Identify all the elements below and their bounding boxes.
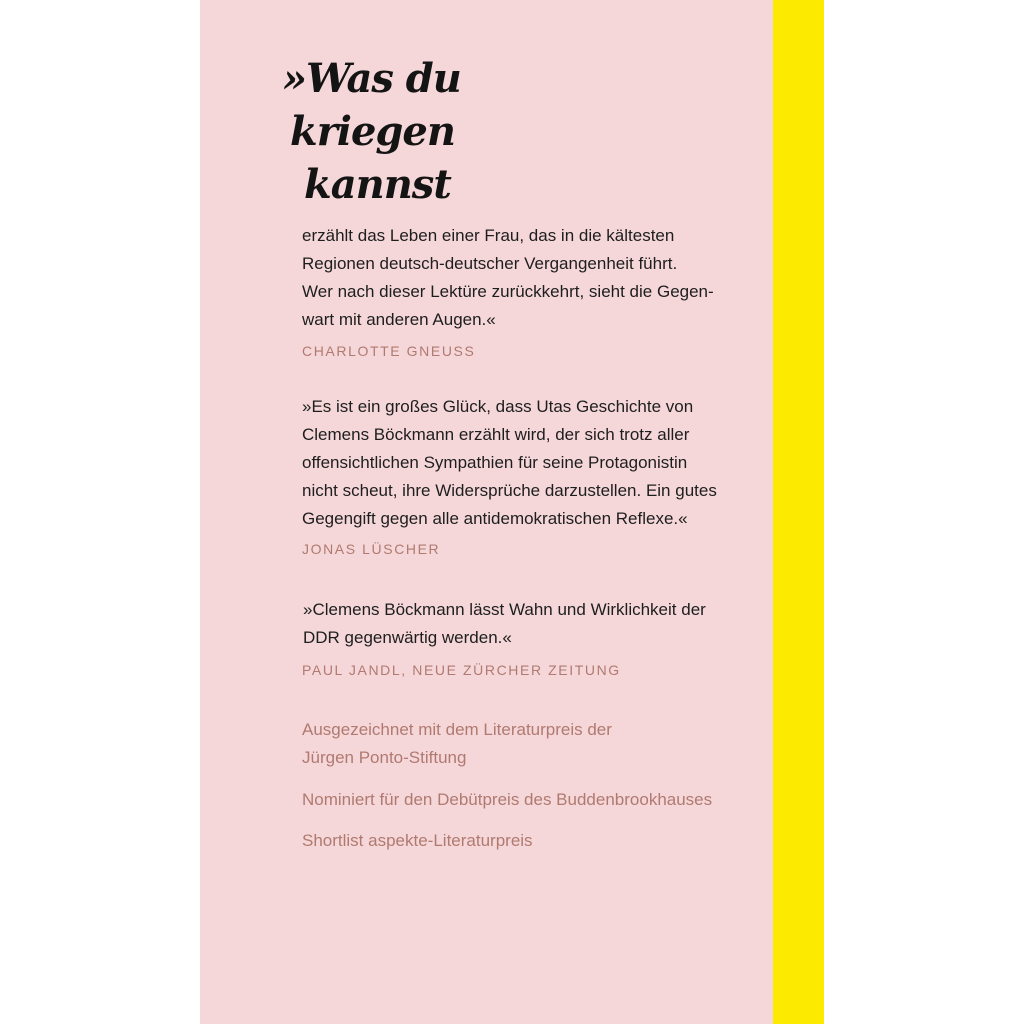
quote-1-author: CHARLOTTE GNEUSS xyxy=(302,343,476,359)
quote-line: Clemens Böckmann erzählt wird, der sich trotz aller xyxy=(302,425,690,444)
quote-line: wart mit anderen Augen.« xyxy=(302,310,496,329)
award-1 xyxy=(302,716,612,772)
quote-line: Wer nach dieser Lektüre zurückkehrt, sieht die Gegen- xyxy=(302,282,714,301)
award-line: Ausgezeichnet mit dem Literaturpreis der xyxy=(302,720,612,739)
quote-line: offensichtlichen Sympathien für seine Protagonistin xyxy=(302,453,688,472)
award-line: Shortlist aspekte-Literaturpreis xyxy=(302,831,533,850)
award-line: Nominiert für den Debütpreis des Buddenbrookhauses xyxy=(302,790,713,809)
quote-1-text xyxy=(302,222,752,334)
quote-2-text xyxy=(302,393,752,533)
award-2 xyxy=(302,786,712,814)
quote-line: »Es ist ein großes Glück, dass Utas Geschichte von xyxy=(302,397,694,416)
quote-3-text xyxy=(303,596,753,652)
quote-line: erzählt das Leben einer Frau, das in die kältesten xyxy=(302,226,675,245)
quote-line: nicht scheut, ihre Widersprüche darzustellen. Ein gutes xyxy=(302,481,717,500)
headline-line: »Was du xyxy=(282,55,461,102)
quote-line: Gegengift gegen alle antidemokratischen Reflexe.« xyxy=(302,509,688,528)
headline-line: kannst xyxy=(304,161,451,208)
quote-line: Regionen deutsch-deutscher Vergangenheit führt. xyxy=(302,254,678,273)
quote-3-author: PAUL JANDL, NEUE ZÜRCHER ZEITUNG xyxy=(302,662,621,678)
quote-line: »Clemens Böckmann lässt Wahn und Wirklichkeit der xyxy=(303,600,706,619)
headline-line: kriegen xyxy=(290,108,455,155)
quote-2-author: JONAS LÜSCHER xyxy=(302,541,441,557)
headline-quote xyxy=(282,52,522,211)
award-3 xyxy=(302,827,533,855)
quote-line: DDR gegenwärtig werden.« xyxy=(303,628,512,647)
book-spine xyxy=(773,0,824,1024)
award-line: Jürgen Ponto-Stiftung xyxy=(302,748,467,767)
